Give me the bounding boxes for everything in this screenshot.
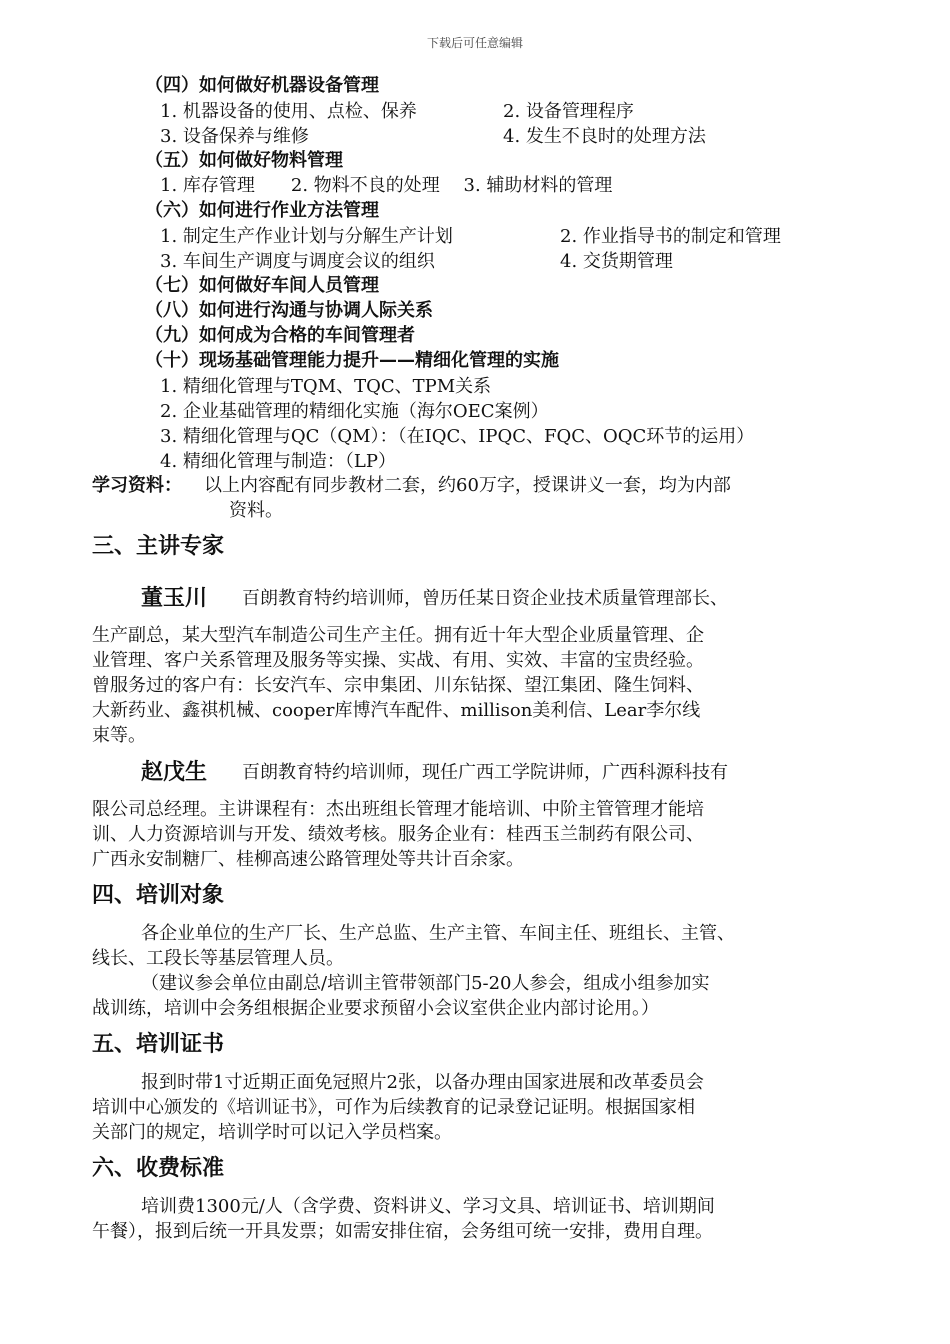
expert-bio: 束等。 bbox=[92, 725, 146, 746]
outline-heading-4: （四）如何做好机器设备管理 bbox=[145, 75, 379, 96]
expert-bio: 生产副总，某大型汽车制造公司生产主任。拥有近十年大型企业质量管理、企 bbox=[92, 625, 704, 646]
paragraph-line: 培训中心颁发的《培训证书》，可作为后续教育的记录登记证明。根据国家相 bbox=[92, 1097, 695, 1118]
paragraph-line: 关部门的规定，培训学时可以记入学员档案。 bbox=[92, 1122, 452, 1143]
outline-heading-10: （十）现场基础管理能力提升——精细化管理的实施 bbox=[145, 350, 559, 371]
expert-name: 赵戊生 bbox=[141, 760, 208, 785]
outline-heading-5: （五）如何做好物料管理 bbox=[145, 150, 343, 171]
paragraph-line: 线长、工段长等基层管理人员。 bbox=[92, 948, 344, 969]
expert-bio: 业管理、客户关系管理及服务等实操、实战、有用、实效、丰富的宝贵经验。 bbox=[92, 650, 704, 671]
outline-heading-8: （八）如何进行沟通与协调人际关系 bbox=[145, 300, 433, 321]
outline-heading-6: （六）如何进行作业方法管理 bbox=[145, 200, 379, 221]
outline-item: 4. 交货期管理 bbox=[560, 251, 673, 272]
expert-bio: 曾服务过的客户有：长安汽车、宗申集团、川东钻探、望江集团、隆生饲料、 bbox=[92, 675, 704, 696]
paragraph-line: 午餐），报到后统一开具发票；如需安排住宿，会务组可统一安排，费用自理。 bbox=[92, 1221, 713, 1242]
section-title: 六、收费标准 bbox=[92, 1156, 225, 1181]
outline-item: 3. 车间生产调度与调度会议的组织 bbox=[160, 251, 435, 272]
paragraph-line: 报到时带1寸近期正面免冠照片2张，以备办理由国家进展和改革委员会 bbox=[141, 1072, 704, 1093]
expert-name: 董玉川 bbox=[141, 586, 208, 611]
expert-bio: 限公司总经理。主讲课程有：杰出班组长管理才能培训、中阶主管管理才能培 bbox=[92, 799, 704, 820]
materials-text: 以上内容配有同步教材二套，约60万字，授课讲义一套，均为内部 bbox=[204, 475, 731, 496]
outline-item: 2. 作业指导书的制定和管理 bbox=[560, 226, 781, 247]
section-title: 四、培训对象 bbox=[92, 883, 225, 908]
paragraph-line: 各企业单位的生产厂长、生产总监、生产主管、车间主任、班组长、主管、 bbox=[141, 923, 735, 944]
paragraph-line: 培训费1300元/人（含学费、资料讲义、学习文具、培训证书、培训期间 bbox=[141, 1196, 715, 1217]
section-title: 三、主讲专家 bbox=[92, 534, 225, 559]
paragraph-line: （建议参会单位由副总/培训主管带领部门5-20人参会，组成小组参加实 bbox=[141, 973, 710, 994]
outline-item: 1. 机器设备的使用、点检、保养 bbox=[160, 101, 417, 122]
materials-label: 学习资料： bbox=[92, 475, 182, 496]
expert-bio: 百朗教育特约培训师，现任广西工学院讲师，广西科源科技有 bbox=[242, 762, 728, 783]
outline-item: 3. 精细化管理与QC（QM）：（在IQC、IPQC、FQC、OQC环节的运用） bbox=[160, 426, 755, 447]
outline-item: 4. 发生不良时的处理方法 bbox=[503, 126, 706, 147]
materials-text: 资料。 bbox=[229, 500, 283, 521]
page-header: 下载后可任意编辑 bbox=[426, 36, 523, 50]
outline-item: 2. 设备管理程序 bbox=[503, 101, 634, 122]
outline-item: 4. 精细化管理与制造：（LP） bbox=[160, 451, 396, 472]
expert-bio: 百朗教育特约培训师，曾历任某日资企业技术质量管理部长、 bbox=[242, 588, 728, 609]
outline-item: 1. 库存管理 2. 物料不良的处理 3. 辅助材料的管理 bbox=[160, 175, 613, 196]
outline-heading-9: （九）如何成为合格的车间管理者 bbox=[145, 325, 415, 346]
paragraph-line: 战训练，培训中会务组根据企业要求预留小会议室供企业内部讨论用。） bbox=[92, 998, 659, 1019]
outline-item: 1. 精细化管理与TQM、TQC、TPM关系 bbox=[160, 376, 492, 397]
outline-item: 2. 企业基础管理的精细化实施（海尔OEC案例） bbox=[160, 401, 549, 422]
expert-bio: 训、人力资源培训与开发、绩效考核。服务企业有：桂西玉兰制药有限公司、 bbox=[92, 824, 704, 845]
outline-item: 1. 制定生产作业计划与分解生产计划 bbox=[160, 226, 453, 247]
expert-bio: 大新药业、鑫祺机械、cooper库博汽车配件、millison美利信、Lear李尔线 bbox=[92, 700, 701, 721]
outline-item: 3. 设备保养与维修 bbox=[160, 126, 309, 147]
expert-bio: 广西永安制糖厂、桂柳高速公路管理处等共计百余家。 bbox=[92, 849, 524, 870]
outline-heading-7: （七）如何做好车间人员管理 bbox=[145, 275, 379, 296]
section-title: 五、培训证书 bbox=[92, 1032, 225, 1057]
